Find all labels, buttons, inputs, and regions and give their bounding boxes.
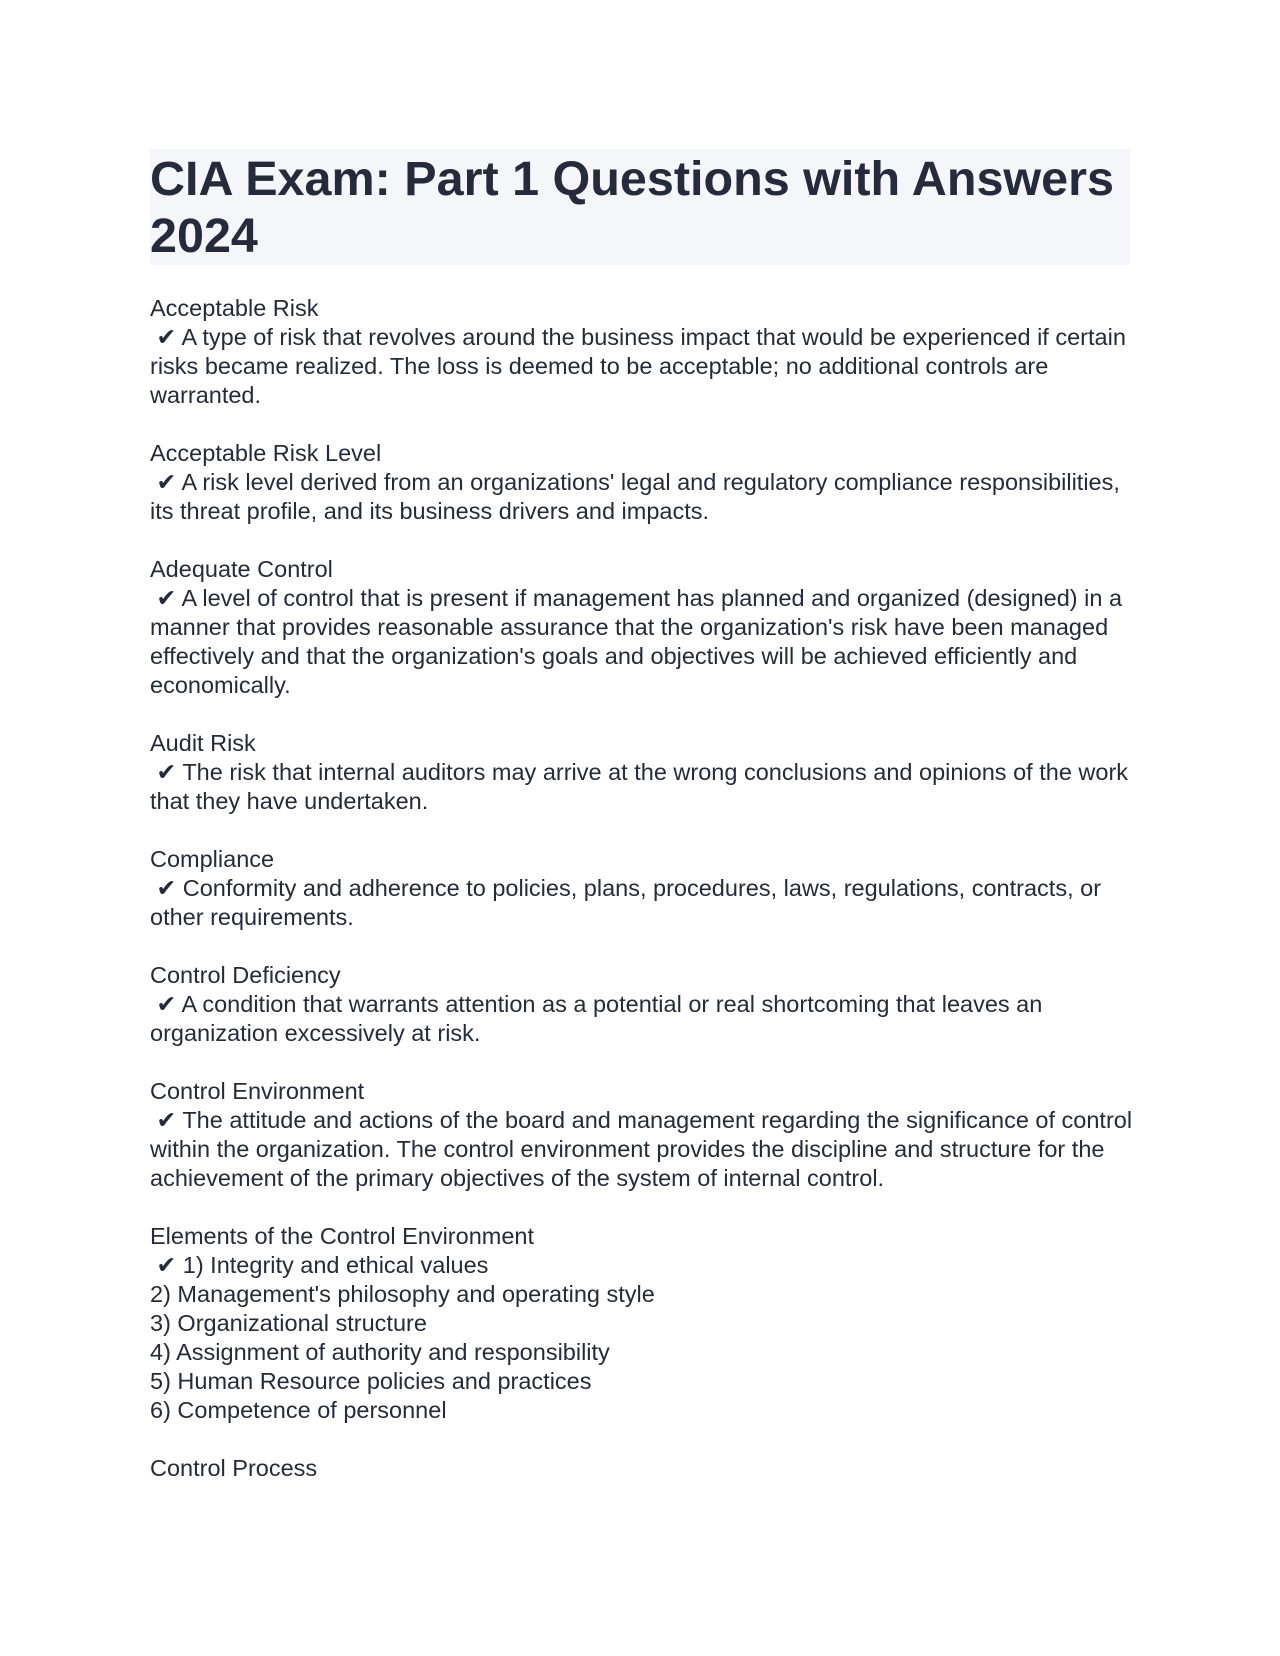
entry-definition: ✔ A condition that warrants attention as a potential or real shortcoming that leaves an organization excessively at risk.	[150, 991, 1049, 1046]
entry-term: Compliance	[150, 846, 275, 872]
entry-term: Adequate Control	[150, 556, 333, 582]
entry-definition-line: ✔ 1) Integrity and ethical values	[150, 1252, 489, 1278]
title-block	[150, 149, 1130, 265]
entry-definition-line: 4) Assignment of authority and responsibility	[150, 1339, 610, 1365]
entry-definition: ✔ Conformity and adherence to policies, plans, procedures, laws, regulations, contracts, or other requirements.	[150, 875, 1108, 930]
entry-term: Control Deficiency	[150, 962, 341, 988]
glossary-entry	[150, 555, 1140, 700]
glossary-content	[150, 294, 1140, 1512]
entry-definition: ✔ The attitude and actions of the board and management regarding the significance of control within the organization. The control environment provides the discipline and structure for the achievement of the primary objectives of the system of internal control.	[150, 1107, 1139, 1191]
glossary-entry	[150, 1454, 1140, 1483]
glossary-entry	[150, 961, 1140, 1048]
entry-term: Control Process	[150, 1455, 318, 1481]
glossary-entry	[150, 1222, 1140, 1425]
entry-definition: ✔ A type of risk that revolves around the business impact that would be experienced if certain risks became realized. The loss is deemed to be acceptable; no additional controls are warranted.	[150, 324, 1133, 408]
glossary-entry	[150, 439, 1140, 526]
entry-term: Acceptable Risk	[150, 295, 319, 321]
entry-definition-line: 2) Management's philosophy and operating style	[150, 1281, 655, 1307]
entry-term: Elements of the Control Environment	[150, 1223, 535, 1249]
entry-definition-line: 6) Competence of personnel	[150, 1397, 447, 1423]
entry-definition: ✔ The risk that internal auditors may arrive at the wrong conclusions and opinions of the work that they have undertaken.	[150, 759, 1135, 814]
entry-term: Acceptable Risk Level	[150, 440, 382, 466]
entry-definition-line: 5) Human Resource policies and practices	[150, 1368, 592, 1394]
entry-term: Control Environment	[150, 1078, 365, 1104]
entry-term: Audit Risk	[150, 730, 256, 756]
entry-definition: ✔ A risk level derived from an organizations' legal and regulatory compliance responsibilities, its threat profile, and its business drivers and impacts.	[150, 469, 1127, 524]
entry-definition: ✔ A level of control that is present if management has planned and organized (designed) in a manner that provides reasonable assurance that the organization's risk have been managed effectively and that the organization's goals and objectives will be achieved efficiently and economically.	[150, 585, 1129, 698]
glossary-entry	[150, 729, 1140, 816]
document-title: CIA Exam: Part 1 Questions with Answers 2024	[150, 152, 1114, 263]
glossary-entry	[150, 845, 1140, 932]
glossary-entry	[150, 1077, 1140, 1193]
glossary-entry	[150, 294, 1140, 410]
entry-definition-line: 3) Organizational structure	[150, 1310, 427, 1336]
